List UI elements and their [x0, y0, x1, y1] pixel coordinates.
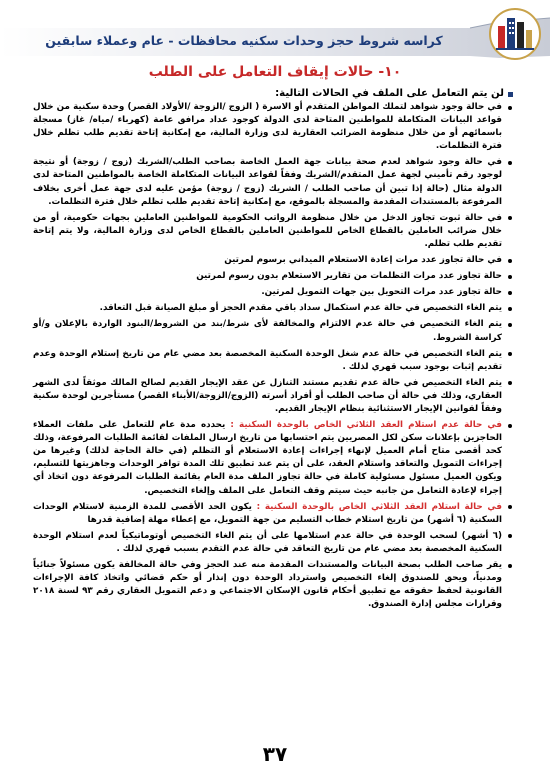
list-item: في حالة ثبوت تجاوز الدخل من خلال منظومة الرواتب الحكومية للمواطنين العاملين بجهات حكومية، أو من خلال ضرائب العاملين بالقطاع الخاص للمواطنين العاملين بالقطاع الخاص لدى وزارة المالية، ولا يتم إتاحة تقديم طلب تظلم. [33, 212, 513, 251]
document-body [33, 88, 513, 614]
document-title: كراسه شروط حجز وحدات سكنيه محافظات - عام وعملاء سابقين [45, 33, 443, 48]
list-item: يقر صاحب الطلب بصحة البيانات والمستندات المقدمة منه عند الحجز وفي حالة المخالفة يكون مسئولاً جنائياً ومدنياً، ويحق للصندوق إلغاء التخصيص واسترداد الوحدة دون إنذار أو حكم قضائي واتخاذ كافة الإجراءات القانونية لحفظ حقوقه مع تطبيق أحكام قانون الإسكان الاجتماعي و دعم التمويل العقاري رقم ٩٣ لسنة ٢٠١٨ وقرارات مجلس إدارة الصندوق. [33, 559, 513, 611]
list-item: في حالة تجاوز عدد مرات إعادة الاستعلام الميداني برسوم لمرتين [33, 254, 513, 267]
list-item: (٦ أشهر) لسحب الوحدة في حالة عدم استلامها على أن يتم الغاء التخصيص أوتوماتيكياً لعدم استلام الوحدة السكنية المخصصة بعد مضي عام من تاريخ التعاقد في حالة عدم التقدم بسبب قهري لذلك . [33, 530, 513, 556]
list-item: حالة تجاوز عدد مرات التظلمات من تقارير الاستعلام بدون رسوم لمرتين [33, 270, 513, 283]
highlight-text: يحدده مدة عام للتعامل على ملفات العملاء الحاجزين بإعلانات سكن لكل المصريين يتم احتسابها من تاريخ ارسال الملفات لقائمة الطلبات المرفوعة، وذلك كحد أقصى متاح أمام العميل لإنهاء إجراءات إعادة الاستعلام أو التظلم (في حالة الحاجة لذلك) وغيرها من إجراءات التمويل والتعاقد واستلام العقد، على أن يتم عند تطبيق تلك المدة توافر الوحدات وجاهزيتها للتسليم، ويكون العميل مسئول مسئولية كاملة في حالة تجاوز الملف مدة العام بقائمة الطلبات المرفوعة دون اتخاذ أي إجراء لإعادة التعامل من جانبه حيث سيتم وقف التعامل على الملف وإلغاء التخصيص. [33, 420, 502, 496]
conditions-list [33, 101, 513, 611]
square-bullet-icon [508, 92, 513, 97]
intro-line [33, 88, 513, 99]
list-item-highlight [33, 501, 513, 527]
highlight-heading: في حالة استلام العقد الثلاثي الخاص بالوحدة السكنية : [256, 501, 502, 512]
list-item: في حالة وجود شواهد لعدم صحة بيانات جهة العمل الخاصة بصاحب الطلب/الشريك (زوج / زوجة) أو نتيجة لوجود رقم تأميني لجهة عمل المتقدم/الشريك وفقاً لقواعد البيانات المتكاملة الخاصة بالمواطنين المتاحة لدى الدولة مثال (حالة إذا تبين أن صاحب الطلب / الشريك (زوج / زوجة) مؤمن عليه لدى جهة عمل أخرى بخلاف المرفوعة بالمستندات المقدمة والمسجلة بالموقع، مع إمكانية إتاحة تقديم طلب تظلم خلال فترة التظلمات. [33, 156, 513, 208]
page-number: ٣٧ [262, 742, 288, 766]
list-item: يتم الغاء التخصيص في حالة عدم الالتزام والمخالفة لأى شرط/بند من الشروط/البنود الواردة بالإعلان و/أو كراسة الشروط. [33, 318, 513, 344]
list-item: حالة تجاوز عدد مرات التحويل بين جهات التمويل لمرتين. [33, 286, 513, 299]
list-item: يتم الغاء التخصيص في حالة عدم استكمال سداد باقي مقدم الحجز أو مبلغ الصيانة قبل التعاقد. [33, 302, 513, 315]
highlight-text: يكون الحد الأقصى للمدة الزمنية لاستلام الوحدات السكنية (٦ أشهر) من تاريخ استلام خطاب التسليم من جهة التمويل، مع إعطاء مهلة إضافية قدرها [33, 501, 502, 525]
intro-text: لن يتم التعامل على الملف في الحالات التالية: [275, 88, 504, 99]
building-logo-icon [486, 4, 544, 70]
list-item-highlight [33, 419, 513, 498]
list-item: يتم الغاء التخصيص في حالة عدم تقديم مستند التنازل عن عقد الإيجار القديم لصالح المالك موثقاً لدى الشهر العقاري، وذلك في حالة أن صاحب الطلب أو أفراد أسرته (الزوج/الزوجة/الأبناء القصر) مستأجرين لوحدة سكنية وفقاً لقوانين الإيجار الاستثنائية بنظام الإيجار القديم. [33, 377, 513, 416]
highlight-heading: في حالة عدم استلام العقد الثلاثي الخاص بالوحدة السكنية : [230, 420, 502, 431]
list-item: يتم الغاء التخصيص في حالة عدم شغل الوحدة السكنية المخصصة بعد مضي عام من تاريخ إستلام الوحدة وعدم تقديم إثبات بوجود سبب قهري لذلك . [33, 348, 513, 374]
section-title: ١٠- حالات إيقاف التعامل على الطلب [148, 64, 402, 80]
list-item: في حالة وجود شواهد لتملك المواطن المتقدم أو الاسرة ( الزوج /الزوجة /الأولاد القصر) وحدة سكنية من خلال قواعد البيانات المتكاملة للمواطنين المتاحة لدى الدولة كوجود عداد مرافق عامة (كهرباء /مياه/ غاز) مسجلة باسمائهم أو من خلال منظومة الضرائب العقارية لدى وزارة المالية، مع إمكانية إتاحة تقديم طلب تظلم خلال فترة التظلمات. [33, 101, 513, 153]
